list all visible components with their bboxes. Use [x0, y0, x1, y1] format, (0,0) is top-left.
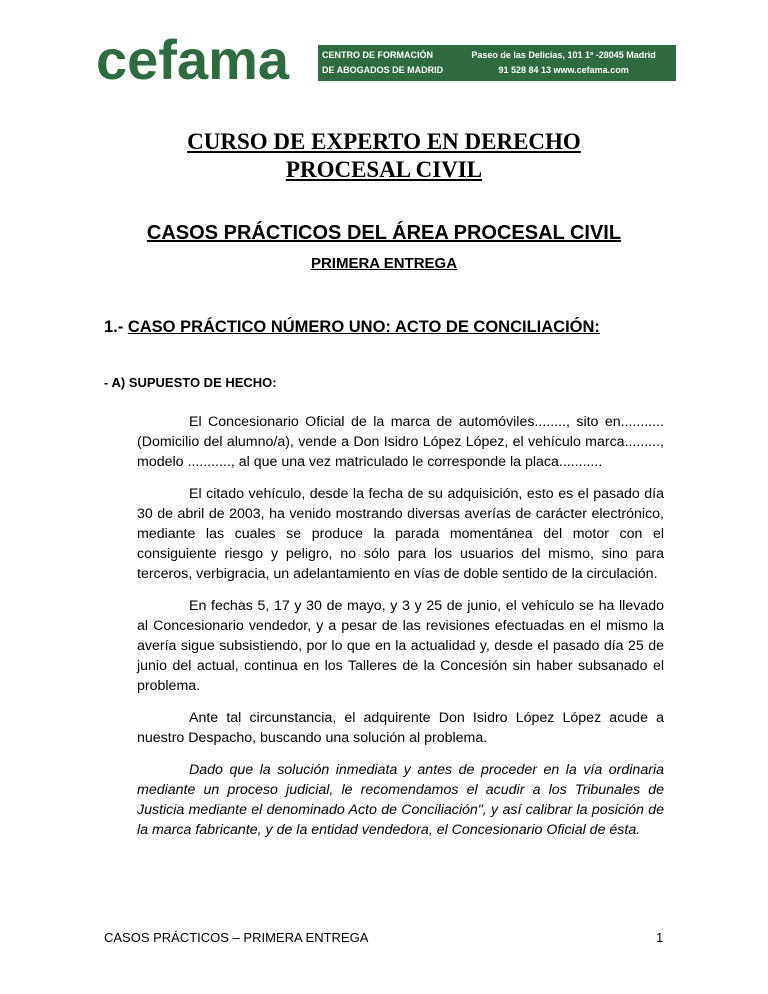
- paragraph: En fechas 5, 17 y 30 de mayo, y 3 y 25 de junio, el vehículo se ha llevado al Concesionario vendedor, y a pesar de las revisiones efectuadas en el mismo la avería sigue subsistiendo, por lo que en la actualidad y, desde el pasado día 25 de junio del actual, continua en los Talleres de la Concesión sin haber subsanado el problema.: [137, 598, 664, 694]
- org-line1: CENTRO DE FORMACIÓN: [322, 50, 433, 60]
- footer: CASOS PRÁCTICOS – PRIMERA ENTREGA: [104, 930, 369, 945]
- subtitle-2: PRIMERA ENTREGA: [310, 255, 458, 272]
- page-number: 1: [656, 930, 664, 945]
- heading-number: 1.-: [104, 318, 128, 336]
- paragraph: Dado que la solución inmediata y antes de proceder en la vía ordinaria mediante un proceso judicial, le recomendamos el acudir a los Tribunales de Justicia mediante el denominado Acto de Conciliación", y así calibrar la posición de la marca fabricante, y de la entidad vendedora, el Concesionario Oficial de ésta.: [137, 762, 664, 838]
- paragraph: El citado vehículo, desde la fecha de su adquisición, esto es el pasado día 30 de abril de 2003, ha venido mostrando diversas averías de carácter electrónico, mediante las cuales se produce la parada momentánea del motor con el consiguiente riesgo y peligro, no sólo para los usuarios del mismo, sino para terceros, verbigracia, un adelantamiento en vías de doble sentido de la circulación.: [137, 486, 664, 582]
- address: Paseo de las Delicias, 101 1º -28045 Madrid: [471, 50, 656, 60]
- org-line2: DE ABOGADOS DE MADRID: [322, 65, 444, 75]
- contact: 91 528 84 13 www.cefama.com: [498, 65, 629, 75]
- case-heading: [104, 318, 600, 337]
- paragraph: Ante tal circunstancia, el adquirente Don Isidro López López acude a nuestro Despacho, buscando una solución al problema.: [137, 710, 664, 746]
- heading-text: CASO PRÁCTICO NÚMERO UNO: ACTO DE CONCILIACIÓN:: [127, 318, 600, 336]
- section-heading: - A) SUPUESTO DE HECHO:: [104, 375, 277, 390]
- header-banner: [318, 45, 676, 81]
- title-line1: CURSO DE EXPERTO EN DERECHO: [187, 129, 581, 154]
- paragraph: El Concesionario Oficial de la marca de automóviles........, sito en........... (Domicilio del alumno/a), vende a Don Isidro López López, el vehículo marca........., modelo ..........., al que una vez matriculado le corresponde la placa...........: [137, 414, 664, 470]
- cefama-logo: cefama: [96, 28, 290, 91]
- document-title: [0, 128, 768, 184]
- title-line2: PROCESAL CIVIL: [285, 157, 483, 182]
- subtitle: CASOS PRÁCTICOS DEL ÁREA PROCESAL CIVIL: [146, 222, 622, 244]
